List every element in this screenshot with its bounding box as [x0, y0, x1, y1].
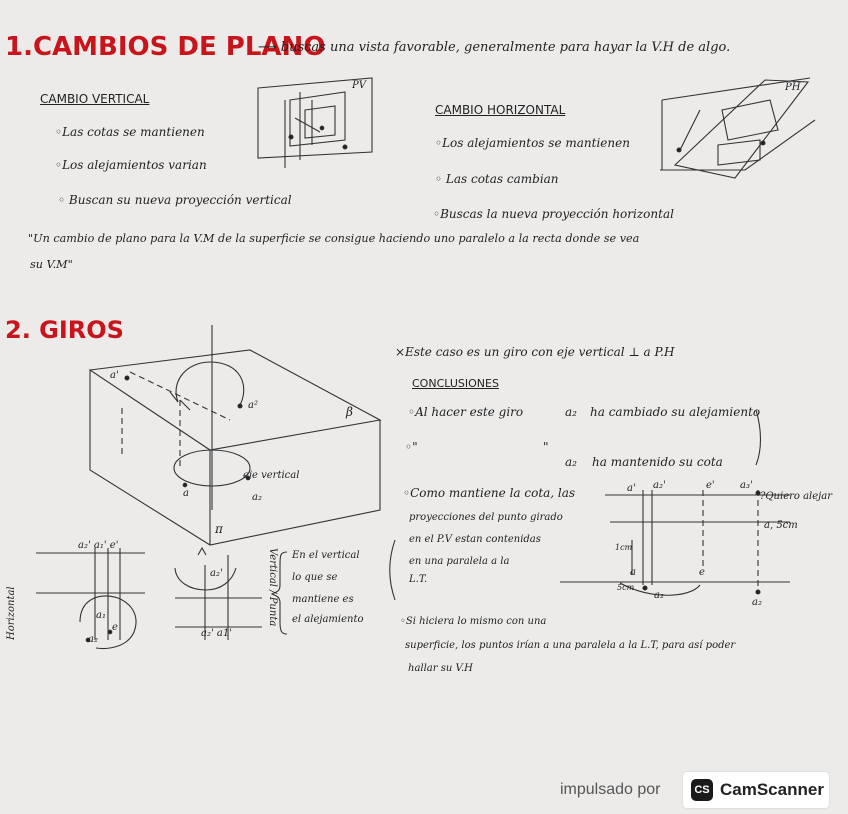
horizontal-item-3: ◦Buscas la nueva proyección horizontal: [433, 207, 674, 221]
final-line-1: ◦Si hiciera lo mismo con una: [400, 616, 547, 627]
rotation-diagram: [560, 490, 790, 595]
camscanner-brand: CamScanner: [720, 780, 824, 799]
iso-label-a1p: a': [110, 370, 119, 381]
mid-view-side-label: Vertical / Punta: [267, 548, 278, 627]
vertical-axis-note: ×Este caso es un giro con eje vertical ⊥ a P.H: [395, 345, 675, 359]
left-view-side-label: Horizontal: [6, 586, 17, 640]
quote-line-2: su V.M": [30, 258, 73, 271]
cota-line-4: en una paralela a la: [409, 556, 510, 567]
watermark-label: impulsado por: [560, 781, 661, 798]
cota-line-3: en el P.V estan contenidas: [409, 534, 541, 545]
right-diagram-e-prime: e': [706, 480, 715, 491]
brace-line-3: mantiene es: [292, 594, 354, 605]
vertical-item-3: ◦ Buscan su nueva proyección vertical: [58, 193, 292, 207]
vertical-item-2: ◦Los alejamientos varian: [55, 158, 207, 172]
brace-line-4: el alejamiento: [292, 614, 364, 625]
left-view-a2: a₂: [88, 634, 98, 645]
right-diagram-a3-prime: a₃': [740, 480, 753, 491]
horizontal-change-title: CAMBIO HORIZONTAL: [435, 103, 566, 117]
vertical-item-1: ◦Las cotas se mantienen: [55, 125, 205, 139]
final-line-2: superficie, los puntos irían a una paralela a la L.T, para así poder: [405, 640, 736, 651]
iso-label-beta: β: [346, 405, 353, 419]
horizontal-item-2: ◦ Las cotas cambian: [435, 172, 559, 186]
right-diagram-a2: a₂: [654, 590, 664, 601]
iso-label-a: a: [183, 488, 189, 499]
pv-label: PV: [352, 80, 366, 91]
brace-line-1: En el vertical: [292, 550, 360, 561]
horizontal-item-1: ◦Los alejamientos se mantienen: [435, 136, 630, 150]
iso-label-a2p: a²: [248, 400, 258, 411]
conclusion-2-quote-close: ": [543, 440, 549, 454]
vertical-change-title: CAMBIO VERTICAL: [40, 92, 150, 106]
left-view-e: e: [112, 622, 118, 633]
section2-heading: 2. GIROS: [5, 316, 124, 344]
conclusion-1-suffix: ha cambiado su alejamiento: [590, 405, 761, 419]
right-diagram-five-cm: 5cm: [617, 583, 635, 592]
iso-label-eje: eje vertical: [243, 470, 300, 481]
camscanner-badge: [683, 772, 829, 808]
cota-bracket: [390, 540, 395, 600]
cota-line-5: L.T.: [409, 574, 428, 585]
conclusion-2-point: a₂: [565, 455, 577, 469]
conclusion-1-point: a₂: [565, 405, 577, 419]
conclusion-1-prefix: ◦Al hacer este giro: [408, 405, 524, 419]
final-line-3: hallar su V.H: [408, 663, 473, 674]
iso-label-a2: a₂: [252, 492, 262, 503]
conclusion-2-suffix: ha mantenido su cota: [592, 455, 723, 469]
right-diagram-a: a: [630, 567, 636, 578]
section1-intro: ⟶ buscas una vista favorable, generalmente para hayar la V.H de algo.: [258, 40, 731, 55]
iso-label-pi: π: [215, 522, 223, 536]
isometric-giro-figure: [90, 325, 380, 545]
right-diagram-a-prime: a': [627, 483, 636, 494]
conclusion-2-quote-open: ◦": [405, 440, 418, 454]
right-diagram-distance: a, 5cm: [764, 520, 798, 531]
mid-view-bottom-labels: a₂' a1': [201, 628, 232, 639]
conclusions-title: CONCLUSIONES: [412, 377, 499, 390]
left-view-top-labels: a₂' a₁' e': [78, 540, 119, 551]
quote-line-1: "Un cambio de plano para la V.M de la superficie se consigue haciendo uno paralelo a la recta donde se vea: [28, 232, 640, 245]
right-diagram-one-cm: 1cm: [615, 543, 633, 552]
right-diagram-question: ?Quiero alejar: [760, 491, 833, 502]
cota-line-1: ◦Como mantiene la cota, las: [403, 486, 576, 500]
mid-view-a2: a₂': [210, 568, 223, 579]
right-diagram-a3: a₂: [752, 597, 762, 608]
brace-line-2: lo que se: [292, 572, 338, 583]
horizontal-change-figure: [660, 78, 815, 178]
camscanner-logo-icon: CS: [691, 779, 713, 801]
section1-heading: 1.CAMBIOS DE PLANO: [5, 32, 326, 62]
ph-label: PH: [785, 82, 801, 93]
vertical-change-figure: [258, 78, 372, 168]
right-diagram-e: e: [699, 567, 705, 578]
right-diagram-a2-prime: a₂': [653, 480, 666, 491]
cota-line-2: proyecciones del punto girado: [409, 512, 563, 523]
left-view-a1: a₁: [96, 610, 106, 621]
